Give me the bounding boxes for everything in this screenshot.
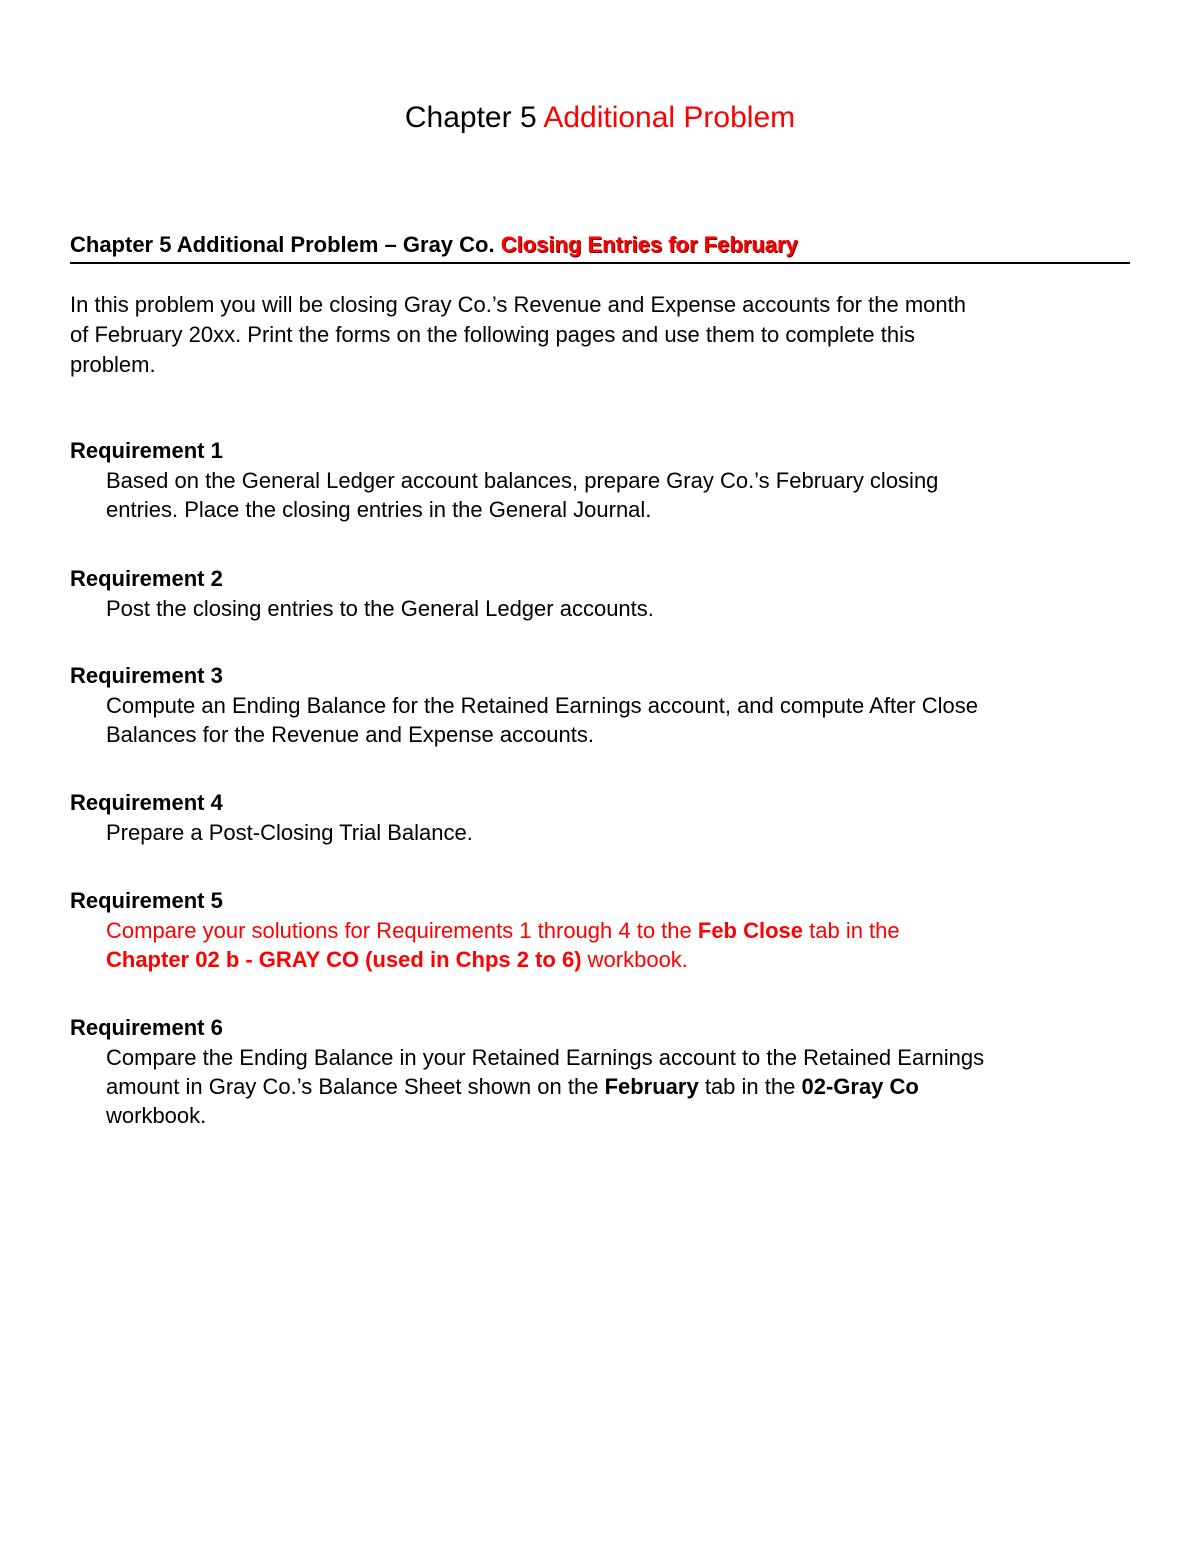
- requirement-line: [70, 916, 1140, 945]
- requirement-line: Based on the General Ledger account balances, prepare Gray Co.’s February closing: [106, 468, 939, 493]
- requirement-line: [70, 1072, 1140, 1101]
- heading-highlight: Closing Entries for February: [500, 232, 798, 257]
- requirement-3: [70, 661, 1140, 749]
- requirement-title: Requirement 3: [70, 663, 223, 688]
- requirement-title: Requirement 2: [70, 566, 223, 591]
- req5-workbook-name: Chapter 02 b - GRAY CO (used in Chps 2 to 6): [106, 947, 582, 972]
- requirement-line: Prepare a Post-Closing Trial Balance.: [106, 820, 473, 845]
- requirement-line: [70, 945, 1140, 974]
- intro-paragraph: [70, 290, 1130, 380]
- req5-text: tab in the: [803, 918, 900, 943]
- requirement-title: Requirement 1: [70, 438, 223, 463]
- req5-text: workbook.: [581, 947, 688, 972]
- requirement-line: Compare the Ending Balance in your Retained Earnings account to the Retained Earnings: [106, 1045, 985, 1070]
- req6-tab-name: February: [604, 1074, 699, 1099]
- intro-line: In this problem you will be closing Gray Co.’s Revenue and Expense accounts for the month: [70, 292, 966, 317]
- req6-workbook-name: 02-Gray Co: [801, 1074, 919, 1099]
- requirement-title: Requirement 6: [70, 1015, 223, 1040]
- requirement-title: Requirement 5: [70, 888, 223, 913]
- req6-text: amount in Gray Co.’s Balance Sheet shown on the: [106, 1074, 605, 1099]
- intro-line: problem.: [70, 352, 156, 377]
- req5-text: Compare your solutions for Requirements 1 through 4 to the: [106, 918, 698, 943]
- requirement-line: workbook.: [106, 1103, 207, 1128]
- title-chapter: Chapter 5: [404, 101, 537, 134]
- requirement-line: Compute an Ending Balance for the Retained Earnings account, and compute After Close: [106, 693, 978, 718]
- requirement-5: [70, 886, 1140, 974]
- section-heading: [70, 228, 1130, 264]
- page-title: [0, 98, 1200, 138]
- requirement-line: Post the closing entries to the General Ledger accounts.: [106, 596, 654, 621]
- requirement-line: entries. Place the closing entries in the General Journal.: [106, 497, 652, 522]
- requirement-4: [70, 788, 1140, 847]
- intro-line: of February 20xx. Print the forms on the following pages and use them to complete this: [70, 322, 916, 347]
- requirement-line: Balances for the Revenue and Expense accounts.: [106, 722, 594, 747]
- requirement-2: [70, 564, 1140, 623]
- title-additional-problem: Additional Problem: [543, 101, 796, 134]
- requirement-title: Requirement 4: [70, 790, 223, 815]
- req5-tab-name: Feb Close: [697, 918, 804, 943]
- req6-text: tab in the: [698, 1074, 802, 1099]
- requirement-6: [70, 1013, 1140, 1130]
- requirement-1: [70, 436, 1140, 524]
- heading-main: Chapter 5 Additional Problem – Gray Co.: [70, 232, 495, 257]
